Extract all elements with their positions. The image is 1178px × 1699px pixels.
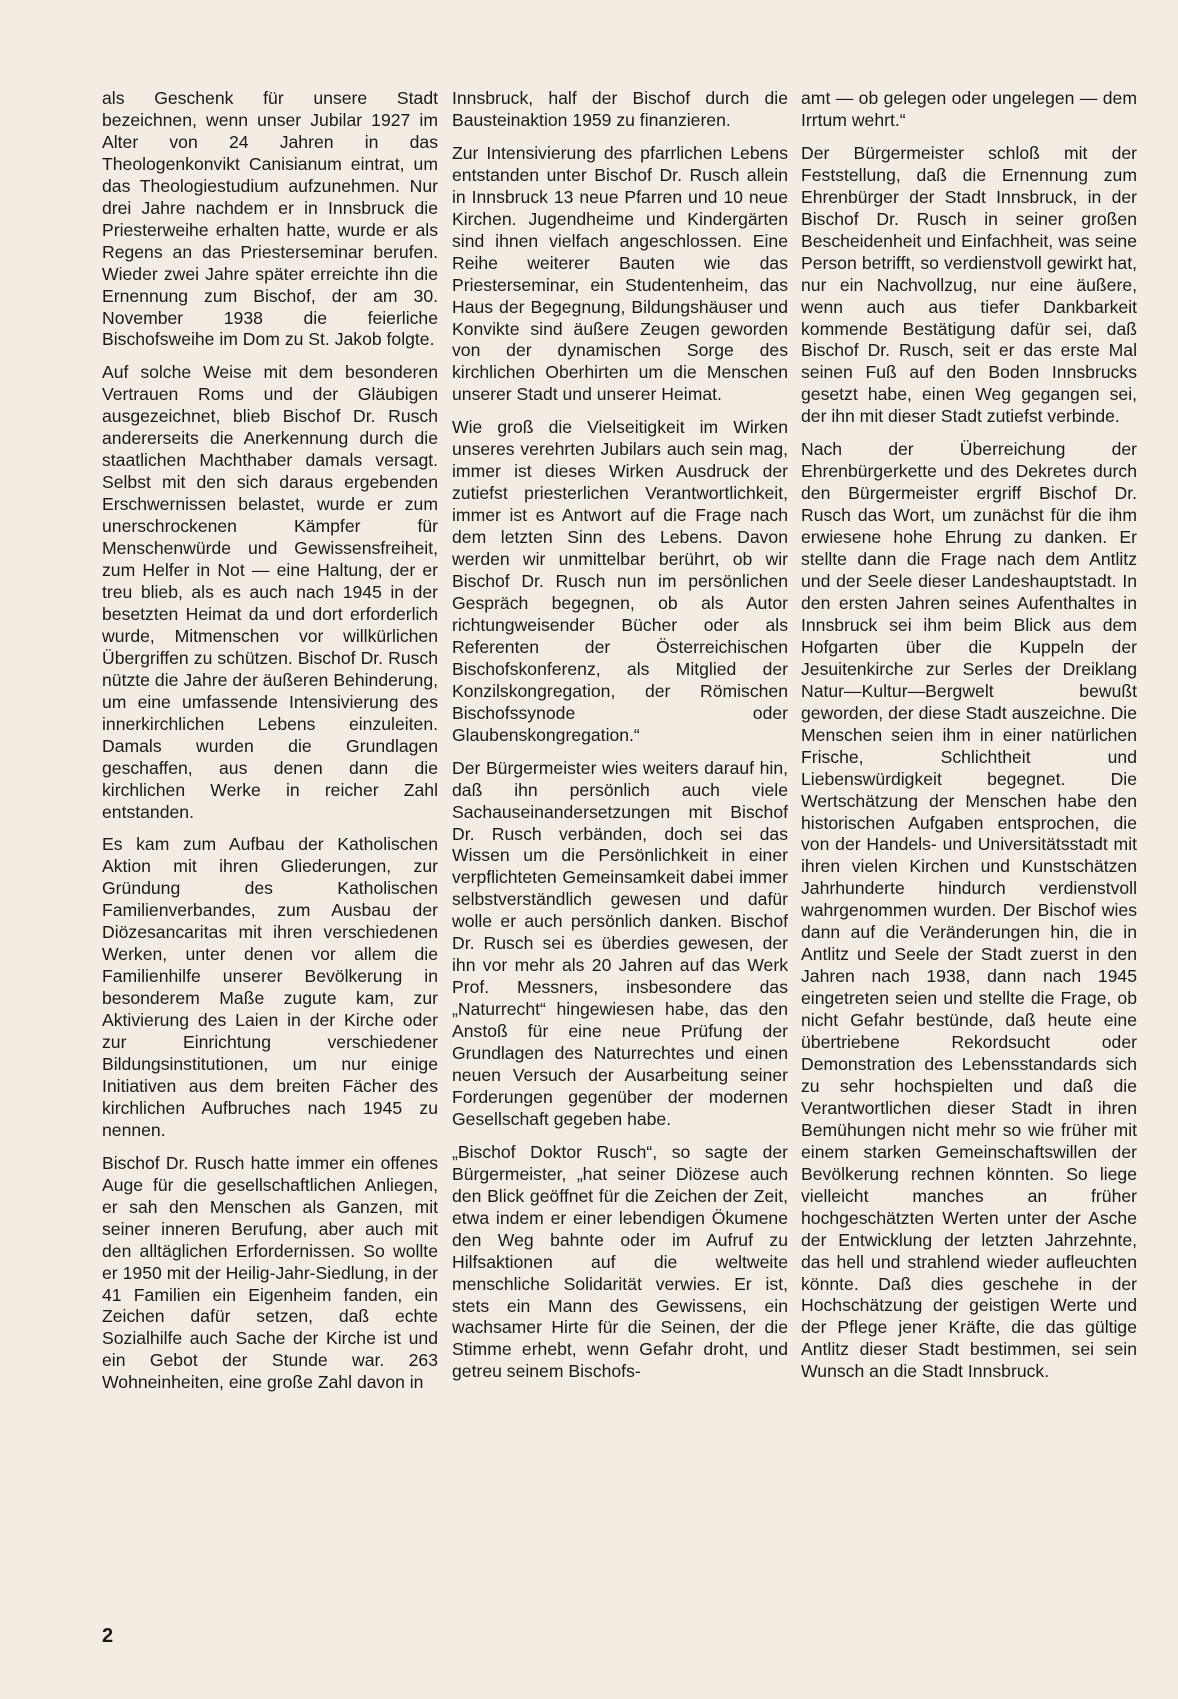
- paragraph: „Bischof Doktor Rusch“, so sagte der Bürgermeister, „hat seiner Diözese auch den Blick geöffnet für die Zeichen der Zeit, etwa indem er einer lebendigen Ökumene den Weg bahnte oder im Aufruf zu Hilfsaktionen auf die weltweite menschliche Solidarität verwies. Er ist, stets ein Mann des Gewissens, ein wachsamer Hirte für die Seinen, der die Stimme erhebt, wenn Gefahr droht, und getreu seinem Bischofs-: [452, 1141, 788, 1382]
- paragraph: amt — ob gelegen oder ungelegen — dem Irrtum wehrt.“: [801, 88, 1137, 130]
- paragraph: Es kam zum Aufbau der Katholischen Aktion mit ihren Gliederungen, zur Gründung des Katholischen Familienverbandes, zum Ausbau der Diözesancaritas mit ihren verschiedenen Werken, unter denen vor allem die Familienhilfe unserer Bevölkerung in besonderem Maße zugute kam, zur Aktivierung des Laien in der Kirche oder zur Einrichtung verschiedener Bildungsinstitutionen, um nur einige Initiativen aus dem breiten Fächer des kirchlichen Aufbruches nach 1945 zu nennen.: [102, 834, 438, 1140]
- paragraph: Zur Intensivierung des pfarrlichen Lebens entstanden unter Bischof Dr. Rusch allein in Innsbruck 13 neue Pfarren und 10 neue Kirchen. Jugendheime und Kindergärten sind ihnen vielfach angeschlossen. Eine Reihe weiterer Bauten wie das Priesterseminar, ein Studentenheim, das Haus der Begegnung, Bildungshäuser und Konvikte sind äußere Zeugen geworden von der dynamischen Sorge des kirchlichen Oberhirten um die Menschen unserer Stadt und unserer Heimat.: [452, 142, 788, 405]
- page-number: 2: [102, 1625, 114, 1647]
- paragraph: als Geschenk für unsere Stadt bezeichnen, wenn unser Jubilar 1927 im Alter von 24 Jahren in das Theologenkonvikt Canisianum eintrat, um das Theologiestudium aufzunehmen. Nur drei Jahre nachdem er in Innsbruck die Priesterweihe erhalten hatte, wurde er als Regens an das Priesterseminar berufen. Wieder zwei Jahre später erreichte ihn die Ernennung zum Bischof, der am 30. November 1938 die feierliche Bischofsweihe im Dom zu St. Jakob folgte.: [102, 88, 438, 350]
- paragraph: Wie groß die Vielseitigkeit im Wirken unseres verehrten Jubilars auch sein mag, immer ist dieses Wirken Ausdruck der zutiefst priesterlichen Verantwortlichkeit, immer ist es Antwort auf die Frage nach dem letzten Sinn des Lebens. Davon werden wir unmittelbar berührt, ob wir Bischof Dr. Rusch nun im persönlichen Gespräch begegnen, ob als Autor richtungweisender Bücher oder als Referenten der Österreichischen Bischofskonferenz, als Mitglied der Konzilskongregation, der Römischen Bischofssynode oder Glaubenskongregation.“: [452, 417, 788, 745]
- text-column-2: [452, 88, 788, 1394]
- paragraph: Nach der Überreichung der Ehrenbürgerkette und des Dekretes durch den Bürgermeister ergriff Bischof Dr. Rusch das Wort, um zunächst für die ihm erwiesene hohe Ehrung zu danken. Er stellte dann die Frage nach dem Antlitz und der Seele dieser Landeshauptstadt. In den ersten Jahren seines Aufenthaltes in Innsbruck sei ihm beim Blick aus dem Hofgarten über die Kuppeln der Jesuitenkirche zur Serles der Dreiklang Natur—Kultur—Bergwelt bewußt geworden, der diese Stadt auszeichne. Die Menschen seien ihm in einer natürlichen Frische, Schlichtheit und Liebenswürdigkeit begegnet. Die Wertschätzung der Menschen habe den historischen Aufgaben entsprochen, die von der Handels- und Universitätsstadt mit ihren vielen Kirchen und Kunstschätzen Jahrhunderte hindurch verdienstvoll wahrgenommen wurden. Der Bischof wies dann auf die Veränderungen hin, die in Antlitz und Seele der Stadt zuerst in den Jahren nach 1938, dann nach 1945 eingetreten seien und stellte die Frage, ob nicht Gefahr bestünde, daß heute eine übertriebene Rekordsucht oder Demonstration des Lebensstandards sich zu sehr hochspielten und daß die Verantwortlichen dieser Stadt in ihren Bemühungen nicht mehr so wie früher mit einem starken Gemeinschaftswillen der Bevölkerung rechnen könnten. So liege vielleicht manches an früher hochgeschätzten Werten unter der Asche der Entwicklung der letzten Jahrzehnte, das hell und strahlend wieder aufleuchten könnte. Daß dies geschehe in der Hochschätzung der geistigen Werte und der Pflege jener Kräfte, die das gültige Antlitz dieser Stadt bestimmen, sei sein Wunsch an die Stadt Innsbruck.: [801, 439, 1137, 1382]
- text-column-1: [102, 88, 438, 1405]
- paragraph: Der Bürgermeister wies weiters darauf hin, daß ihn persönlich auch viele Sachauseinandersetzungen mit Bischof Dr. Rusch verbänden, doch sei das Wissen um die Persönlichkeit in einer verpflichteten Gemeinsamkeit dabei immer selbstverständlich gewesen und dafür wolle er auch persönlich danken. Bischof Dr. Rusch sei es überdies gewesen, der ihn vor mehr als 20 Jahren auf das Werk Prof. Messners, insbesondere das „Naturrecht“ hingewiesen habe, das den Anstoß für eine neue Prüfung der Grundlagen des Naturrechtes und einen neuen Versuch der Ausarbeitung seiner Forderungen gegenüber der modernen Gesellschaft gegeben habe.: [452, 757, 788, 1129]
- text-column-3: [801, 88, 1137, 1394]
- paragraph: Der Bürgermeister schloß mit der Feststellung, daß die Ernennung zum Ehrenbürger der Stadt Innsbruck, in der Bischof Dr. Rusch in seiner großen Bescheidenheit und Einfachheit, was seine Person betrifft, so verdienstvoll gewirkt hat, nur ein Nachvollzug, nur eine äußere, wenn auch aus tiefer Dankbarkeit kommende Bestätigung dafür sei, daß Bischof Dr. Rusch, seit er das erste Mal seinen Fuß auf den Boden Innsbrucks gesetzt habe, einen Weg gegangen sei, der ihn mit dieser Stadt zutiefst verbinde.: [801, 142, 1137, 427]
- paragraph: Auf solche Weise mit dem besonderen Vertrauen Roms und der Gläubigen ausgezeichnet, blieb Bischof Dr. Rusch andererseits die Anerkennung durch die staatlichen Machthaber damals versagt. Selbst mit den sich daraus ergebenden Erschwernissen belastet, wurde er zum unerschrockenen Kämpfer für Menschenwürde und Gewissensfreiheit, zum Helfer in Not — eine Haltung, der er treu blieb, als es auch nach 1945 in der besetzten Heimat da und dort erforderlich wurde, Mitmenschen vor willkürlichen Übergriffen zu schützen. Bischof Dr. Rusch nützte die Jahre der äußeren Behinderung, um eine umfassende Intensivierung des innerkirchlichen Lebens einzuleiten. Damals wurden die Grundlagen geschaffen, aus denen dann die kirchlichen Werke in reicher Zahl entstanden.: [102, 362, 438, 822]
- paragraph: Innsbruck, half der Bischof durch die Bausteinaktion 1959 zu finanzieren.: [452, 88, 788, 130]
- paragraph: Bischof Dr. Rusch hatte immer ein offenes Auge für die gesellschaftlichen Anliegen, er sah den Menschen als Ganzen, mit seiner inneren Berufung, aber auch mit den alltäglichen Erfordernissen. So wollte er 1950 mit der Heilig-Jahr-Siedlung, in der 41 Familien ein Eigenheim fanden, ein Zeichen dafür setzen, daß echte Sozialhilfe auch Sache der Kirche ist und ein Gebot der Stunde war. 263 Wohneinheiten, eine große Zahl davon in: [102, 1152, 438, 1393]
